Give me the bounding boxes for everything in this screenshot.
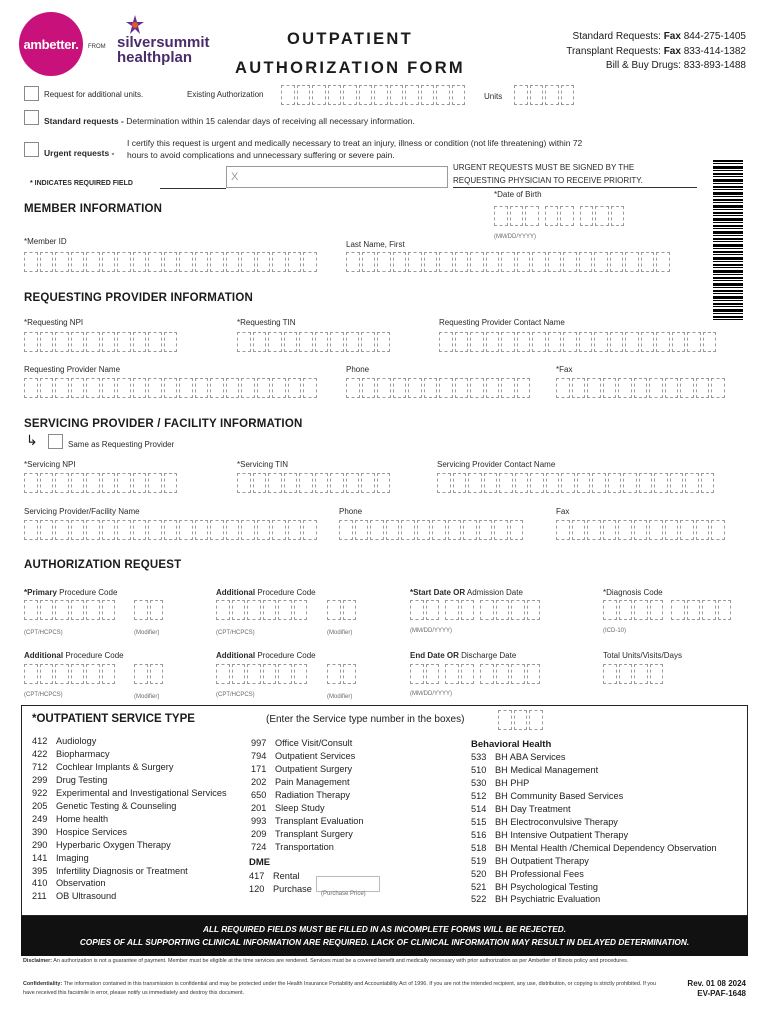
svc-395: 395 Infertility Diagnosis or Treatment bbox=[32, 865, 188, 876]
disclaimer: Disclaimer: An authorization is not a guarantee of payment. Member must be eligible at the time services are rendered. Services must be a covered benefit and medically necessary with prior authorization as per Ambetter of Illinois policy and procedures. bbox=[23, 958, 629, 964]
servicing-contact-boxes[interactable] bbox=[437, 473, 716, 493]
svc-512: 512 BH Community Based Services bbox=[471, 790, 624, 801]
end-date-boxes[interactable] bbox=[410, 664, 542, 684]
servicing-fax-label: Fax bbox=[556, 507, 570, 516]
arrow-icon: ↳ bbox=[26, 432, 38, 448]
service-list-col1 bbox=[32, 735, 227, 903]
svc-650: 650 Radiation Therapy bbox=[251, 789, 350, 800]
additional-modifier-boxes-1[interactable] bbox=[327, 600, 358, 620]
svc-533: 533 BH ABA Services bbox=[471, 752, 566, 762]
additional-code-label-3: Additional Procedure Code bbox=[216, 651, 316, 660]
member-id-label: *Member ID bbox=[24, 237, 67, 246]
svc-997: 997 Office Visit/Consult bbox=[251, 738, 353, 748]
requesting-phone-label: Phone bbox=[346, 365, 370, 374]
signature-x: X bbox=[231, 171, 239, 183]
contact-drugs: Bill & Buy Drugs: 833-893-1488 bbox=[605, 60, 746, 71]
service-type-title: *OUTPATIENT SERVICE TYPE bbox=[32, 713, 195, 725]
svc-724: 724 Transportation bbox=[251, 841, 334, 852]
svc-516: 516 BH Intensive Outpatient Therapy bbox=[471, 829, 629, 840]
additional-modifier-boxes-2[interactable] bbox=[134, 664, 165, 684]
servicing-tin-label: *Servicing TIN bbox=[237, 460, 288, 469]
additional-units-checkbox[interactable] bbox=[24, 86, 39, 101]
purchase-price-label: (Purchase Price) bbox=[321, 891, 366, 897]
title-line2: AUTHORIZATION FORM bbox=[235, 59, 465, 77]
required-underline bbox=[160, 188, 226, 189]
start-date-boxes[interactable] bbox=[410, 600, 542, 620]
form-id: EV-PAF-1648 bbox=[697, 989, 746, 998]
service-list-col2 bbox=[251, 737, 364, 854]
additional-code-label-1: Additional Procedure Code bbox=[216, 588, 316, 597]
urgent-notice: URGENT REQUESTS MUST BE SIGNED BY THE REQUESTING PHYSICIAN TO RECEIVE PRIORITY. bbox=[453, 163, 643, 185]
service-list-col3 bbox=[471, 751, 717, 906]
modifier-format-4: (Modifier) bbox=[327, 694, 353, 700]
servicing-tin-boxes[interactable] bbox=[237, 473, 392, 493]
svc-712: 712 Cochlear Implants & Surgery bbox=[32, 761, 174, 772]
svc-410: 410 Observation bbox=[32, 878, 106, 889]
servicing-name-boxes[interactable] bbox=[24, 520, 319, 540]
date-format-1: (MM/DD/YYYY) bbox=[410, 628, 452, 634]
svc-201: 201 Sleep Study bbox=[251, 802, 325, 813]
contact-info bbox=[566, 30, 746, 74]
svc-171: 171 Outpatient Surgery bbox=[251, 763, 353, 774]
additional-code-boxes-1[interactable] bbox=[216, 600, 309, 620]
additional-modifier-boxes-3[interactable] bbox=[327, 664, 358, 684]
svc-993: 993 Transplant Evaluation bbox=[251, 815, 364, 826]
svc-520: 520 BH Professional Fees bbox=[471, 868, 584, 879]
requesting-name-label: Requesting Provider Name bbox=[24, 365, 121, 374]
cpt-format-2: (CPT/HCPCS) bbox=[216, 630, 255, 636]
requesting-contact-boxes[interactable] bbox=[439, 332, 718, 352]
servicing-phone-boxes[interactable] bbox=[339, 520, 525, 540]
svc-290: 290 Hyperbaric Oxygen Therapy bbox=[32, 839, 171, 850]
dme-120: 120 Purchase bbox=[249, 883, 312, 894]
cpt-format-3: (CPT/HCPCS) bbox=[24, 692, 63, 698]
last-first-label: Last Name, First bbox=[346, 240, 405, 249]
diagnosis-boxes[interactable] bbox=[603, 600, 733, 620]
service-type-instruction: (Enter the Service type number in the boxes) bbox=[266, 714, 465, 725]
servicing-npi-label: *Servicing NPI bbox=[24, 460, 76, 469]
requesting-phone-boxes[interactable] bbox=[346, 378, 532, 398]
ambetter-logo-text: ambetter. bbox=[23, 36, 79, 52]
same-as-requesting-checkbox[interactable] bbox=[48, 434, 63, 449]
dob-boxes[interactable] bbox=[494, 206, 626, 226]
servicing-fax-boxes[interactable] bbox=[556, 520, 727, 540]
dme-title: DME bbox=[249, 857, 271, 868]
urgent-request-text: I certify this request is urgent and medically necessary to treat an injury, illness or condition (not life threatening) within 72 hours to avoid complications and unnecessary suffering or severe pain. bbox=[127, 138, 583, 160]
additional-code-boxes-3[interactable] bbox=[216, 664, 309, 684]
servicing-section-title: SERVICING PROVIDER / FACILITY INFORMATION bbox=[24, 418, 303, 430]
ssh-line2: healthplan bbox=[117, 49, 193, 66]
svc-515: 515 BH Electroconvulsive Therapy bbox=[471, 816, 618, 827]
servicing-npi-boxes[interactable] bbox=[24, 473, 179, 493]
urgent-request-checkbox[interactable] bbox=[24, 142, 39, 157]
signature-field[interactable] bbox=[226, 166, 448, 188]
additional-units-label: Request for additional units. bbox=[44, 90, 144, 99]
svc-412: 412 Audiology bbox=[32, 736, 97, 746]
primary-modifier-boxes[interactable] bbox=[134, 600, 165, 620]
requesting-fax-boxes[interactable] bbox=[556, 378, 727, 398]
confidentiality: Confidentiality: The information contained in this transmission is confidential and may be protected under the Health Insurance Portability and Accountability Act of 1996. If you are not the intended recipient, any use, distribution, or copying is strictly prohibited. If you have received this facsimile in error, please notify us immediately and destroy this document. bbox=[23, 981, 657, 996]
form-title bbox=[220, 25, 480, 83]
last-first-boxes[interactable] bbox=[346, 252, 672, 272]
svc-514: 514 BH Day Treatment bbox=[471, 803, 571, 814]
requesting-tin-label: *Requesting TIN bbox=[237, 318, 296, 327]
banner-line2: COPIES OF ALL SUPPORTING CLINICAL INFORMATION ARE REQUIRED. LACK OF CLINICAL INFORMATION MAY RESULT IN DELAYED DETERMINATION. bbox=[79, 937, 690, 947]
existing-auth-label: Existing Authorization bbox=[187, 90, 264, 99]
svc-202: 202 Pain Management bbox=[251, 776, 350, 787]
ambetter-logo bbox=[19, 12, 83, 76]
svc-299: 299 Drug Testing bbox=[32, 774, 108, 785]
end-date-label: End Date OR Discharge Date bbox=[410, 651, 517, 660]
icd-format: (ICD-10) bbox=[603, 628, 627, 634]
cpt-format-4: (CPT/HCPCS) bbox=[216, 692, 255, 698]
modifier-format-2: (Modifier) bbox=[327, 630, 353, 636]
required-banner bbox=[21, 916, 748, 956]
bh-title: Behavioral Health bbox=[471, 739, 552, 750]
svc-521: 521 BH Psychological Testing bbox=[471, 881, 598, 892]
diagnosis-label: *Diagnosis Code bbox=[603, 588, 663, 597]
urgent-request-bold: Urgent requests - bbox=[44, 148, 115, 158]
date-format-2: (MM/DD/YYYY) bbox=[410, 691, 452, 697]
cpt-format-1: (CPT/HCPCS) bbox=[24, 630, 63, 636]
svc-390: 390 Hospice Services bbox=[32, 826, 127, 837]
requesting-contact-label: Requesting Provider Contact Name bbox=[439, 318, 565, 327]
required-note: * INDICATES REQUIRED FIELD bbox=[30, 180, 133, 187]
svc-205: 205 Genetic Testing & Counseling bbox=[32, 800, 177, 811]
additional-code-label-2: Additional Procedure Code bbox=[24, 651, 124, 660]
requesting-tin-boxes[interactable] bbox=[237, 332, 392, 352]
purchase-price-field[interactable] bbox=[316, 876, 380, 897]
requesting-section-title: REQUESTING PROVIDER INFORMATION bbox=[24, 292, 253, 304]
svc-209: 209 Transplant Surgery bbox=[251, 828, 353, 839]
requesting-npi-label: *Requesting NPI bbox=[24, 318, 84, 327]
banner-line1: ALL REQUIRED FIELDS MUST BE FILLED IN AS INCOMPLETE FORMS WILL BE REJECTED. bbox=[202, 924, 567, 934]
requesting-fax-label: *Fax bbox=[556, 365, 573, 374]
svc-510: 510 BH Medical Management bbox=[471, 764, 599, 775]
units-boxes[interactable] bbox=[514, 85, 576, 105]
svc-249: 249 Home health bbox=[32, 813, 109, 824]
rev-date: Rev. 01 08 2024 bbox=[687, 979, 746, 988]
total-units-label: Total Units/Visits/Days bbox=[603, 651, 682, 660]
additional-code-boxes-2[interactable] bbox=[24, 664, 117, 684]
service-type-boxes[interactable] bbox=[498, 710, 545, 730]
requesting-npi-boxes[interactable] bbox=[24, 332, 179, 352]
svc-518: 518 BH Mental Health /Chemical Dependency Observation bbox=[471, 842, 717, 853]
svc-922: 922 Experimental and Investigational Services bbox=[32, 787, 227, 798]
dob-format: (MM/DD/YYYY) bbox=[494, 234, 536, 240]
dme-list bbox=[249, 870, 312, 896]
standard-request-label: Standard requests - Determination within 15 calendar days of receiving all necessary information. bbox=[44, 116, 415, 126]
servicing-phone-label: Phone bbox=[339, 507, 363, 516]
svc-422: 422 Biopharmacy bbox=[32, 748, 110, 759]
revision-info bbox=[687, 979, 746, 999]
primary-code-label: *Primary Procedure Code bbox=[24, 588, 118, 597]
dme-417: 417 Rental bbox=[249, 871, 300, 881]
requesting-name-boxes[interactable] bbox=[24, 378, 319, 398]
svc-530: 530 BH PHP bbox=[471, 777, 530, 788]
contact-standard: Standard Requests: Fax 844-275-1405 bbox=[572, 31, 746, 42]
servicing-name-label: Servicing Provider/Facility Name bbox=[24, 507, 140, 516]
existing-auth-boxes[interactable] bbox=[281, 85, 467, 105]
same-as-requesting-label: Same as Requesting Provider bbox=[68, 440, 175, 449]
svc-211: 211 OB Ultrasound bbox=[32, 891, 117, 902]
units-label: Units bbox=[484, 92, 503, 101]
svc-794: 794 Outpatient Services bbox=[251, 750, 356, 761]
svc-519: 519 BH Outpatient Therapy bbox=[471, 855, 589, 866]
member-section-title: MEMBER INFORMATION bbox=[24, 203, 163, 215]
standard-request-checkbox[interactable] bbox=[24, 110, 39, 125]
barcode bbox=[713, 160, 743, 320]
primary-code-boxes[interactable] bbox=[24, 600, 117, 620]
modifier-format-3: (Modifier) bbox=[134, 694, 160, 700]
from-label: FROM bbox=[88, 44, 106, 50]
ssh-logo-text bbox=[117, 35, 210, 65]
ssh-line1: silversummit bbox=[117, 34, 210, 51]
urgent-notice-underline bbox=[453, 187, 697, 188]
contact-transplant: Transplant Requests: Fax 833-414-1382 bbox=[566, 45, 746, 57]
modifier-format-1: (Modifier) bbox=[134, 630, 160, 636]
member-id-boxes[interactable] bbox=[24, 252, 319, 272]
start-date-label: *Start Date OR Admission Date bbox=[410, 588, 523, 597]
total-units-boxes[interactable] bbox=[603, 664, 665, 684]
svc-522: 522 BH Psychiatric Evaluation bbox=[471, 894, 601, 905]
dob-label: *Date of Birth bbox=[494, 190, 542, 199]
svc-141: 141 Imaging bbox=[32, 852, 89, 863]
auth-section-title: AUTHORIZATION REQUEST bbox=[24, 559, 182, 571]
title-line1: OUTPATIENT bbox=[287, 30, 413, 48]
servicing-contact-label: Servicing Provider Contact Name bbox=[437, 460, 556, 469]
